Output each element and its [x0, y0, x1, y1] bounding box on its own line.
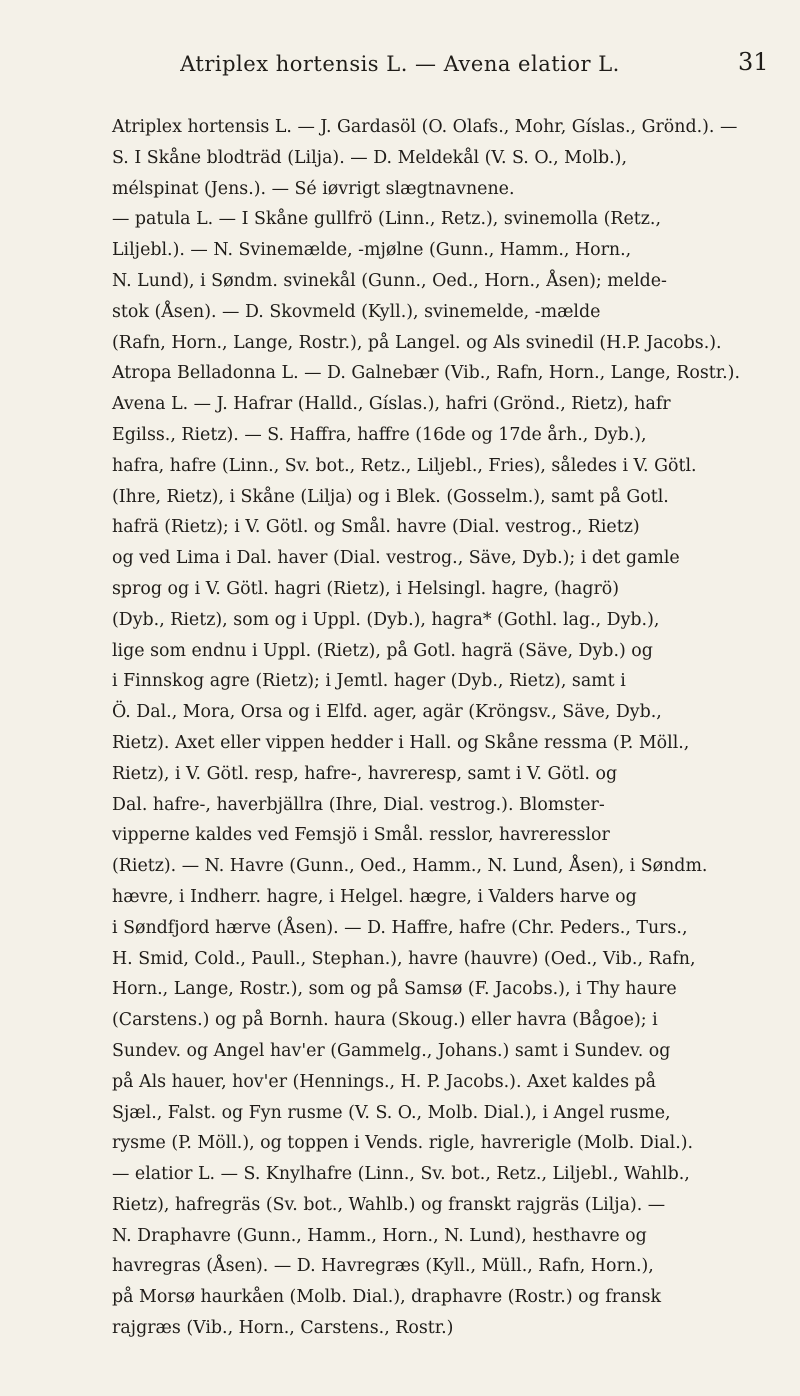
text-line: (Ihre, Rietz), i Skåne (Lilja) og i Blek. (Gosselm.), samt på Gotl.	[112, 486, 669, 507]
text-line: rajgræs (Vib., Horn., Carstens., Rostr.)	[112, 1318, 454, 1339]
text-line: hævre, i Indherr. hagre, i Helgel. hægre, i Valders harve og	[112, 886, 637, 907]
text-line: Rietz), i V. Götl. resp, hafre-, havreresp, samt i V. Götl. og	[112, 763, 618, 784]
text-line: stok (Åsen). — D. Skovmeld (Kyll.), svinemelde, -mælde	[112, 301, 601, 322]
text-line: Atropa Belladonna L. — D. Galnebær (Vib., Rafn, Horn., Lange, Rostr.).	[112, 363, 740, 384]
text-line: mélspinat (Jens.). — Sé iøvrigt slægtnavnene.	[112, 178, 515, 199]
text-line: N. Lund), i Søndm. svinekål (Gunn., Oed., Horn., Åsen); melde-	[112, 270, 667, 291]
text-line: rysme (P. Möll.), og toppen i Vends. rigle, havrerigle (Molb. Dial.).	[112, 1133, 694, 1154]
body-text	[112, 112, 762, 1344]
text-line: Dal. hafre-, haverbjällra (Ihre, Dial. vestrog.). Blomster-	[112, 794, 605, 815]
text-line: Atriplex hortensis L. — J. Gardasöl (O. Olafs., Mohr, Gíslas., Grönd.). —	[112, 117, 738, 137]
text-line: hafra, hafre (Linn., Sv. bot., Retz., Liljebl., Fries), således i V. Götl.	[112, 455, 697, 476]
text-line: S. I Skåne blodträd (Lilja). — D. Meldekål (V. S. O., Molb.),	[112, 147, 627, 168]
text-line: Avena L. — J. Hafrar (Halld., Gíslas.), hafri (Grönd., Rietz), hafr	[112, 394, 671, 415]
text-line: Ö. Dal., Mora, Orsa og i Elfd. ager, agär (Kröngsv., Säve, Dyb.,	[112, 702, 662, 723]
text-line: Liljebl.). — N. Svinemælde, -mjølne (Gunn., Hamm., Horn.,	[112, 240, 632, 261]
text-line: (Dyb., Rietz), som og i Uppl. (Dyb.), hagra* (Gothl. lag., Dyb.),	[112, 609, 660, 630]
text-line: Rietz), hafregräs (Sv. bot., Wahlb.) og franskt rajgräs (Lilja). —	[112, 1194, 666, 1215]
text-line: Rietz). Axet eller vippen hedder i Hall. og Skåne ressma (P. Möll.,	[112, 732, 690, 753]
text-line: hafrä (Rietz); i V. Götl. og Smål. havre (Dial. vestrog., Rietz)	[112, 517, 640, 538]
text-line: (Carstens.) og på Bornh. haura (Skoug.) eller havra (Bågoe); i	[112, 1010, 658, 1031]
text-line: N. Draphavre (Gunn., Hamm., Horn., N. Lund), hesthavre og	[112, 1225, 647, 1246]
text-line: vipperne kaldes ved Femsjö i Smål. resslor, havreresslor	[112, 825, 610, 846]
text-line: (Rietz). — N. Havre (Gunn., Oed., Hamm., N. Lund, Åsen), i Søndm.	[112, 856, 708, 877]
text-line: i Søndfjord hærve (Åsen). — D. Haffre, hafre (Chr. Peders., Turs.,	[112, 917, 688, 938]
text-line: på Als hauer, hov'er (Hennings., H. P. Jacobs.). Axet kaldes på	[112, 1071, 657, 1092]
text-line: sprog og i V. Götl. hagri (Rietz), i Helsingl. hagre, (hagrö)	[112, 578, 620, 599]
text-line: havregras (Åsen). — D. Havregræs (Kyll., Müll., Rafn, Horn.),	[112, 1256, 654, 1277]
running-head: Atriplex hortensis L. — Avena elatior L.	[180, 52, 620, 76]
text-line: lige som endnu i Uppl. (Rietz), på Gotl. hagrä (Säve, Dyb.) og	[112, 640, 653, 661]
text-line: Egilss., Rietz). — S. Haffra, haffre (16de og 17de årh., Dyb.),	[112, 424, 647, 445]
page-number: 31	[738, 48, 769, 76]
text-line: H. Smid, Cold., Paull., Stephan.), havre (hauvre) (Oed., Vib., Rafn,	[112, 948, 696, 969]
text-line: Sjæl., Falst. og Fyn rusme (V. S. O., Molb. Dial.), i Angel rusme,	[112, 1102, 671, 1123]
text-line: — patula L. — I Skåne gullfrö (Linn., Retz.), svinemolla (Retz.,	[112, 209, 661, 230]
text-line: (Rafn, Horn., Lange, Rostr.), på Langel. og Als svinedil (H.P. Jacobs.).	[112, 332, 722, 353]
text-line: — elatior L. — S. Knylhafre (Linn., Sv. bot., Retz., Liljebl., Wahlb.,	[112, 1164, 690, 1185]
text-line: Horn., Lange, Rostr.), som og på Samsø (F. Jacobs.), i Thy haure	[112, 979, 677, 1000]
text-line: og ved Lima i Dal. haver (Dial. vestrog., Säve, Dyb.); i det gamle	[112, 548, 680, 569]
text-line: i Finnskog agre (Rietz); i Jemtl. hager (Dyb., Rietz), samt i	[112, 671, 626, 692]
text-line: på Morsø haurkåen (Molb. Dial.), draphavre (Rostr.) og fransk	[112, 1287, 662, 1308]
text-line: Sundev. og Angel hav'er (Gammelg., Johans.) samt i Sundev. og	[112, 1040, 671, 1061]
